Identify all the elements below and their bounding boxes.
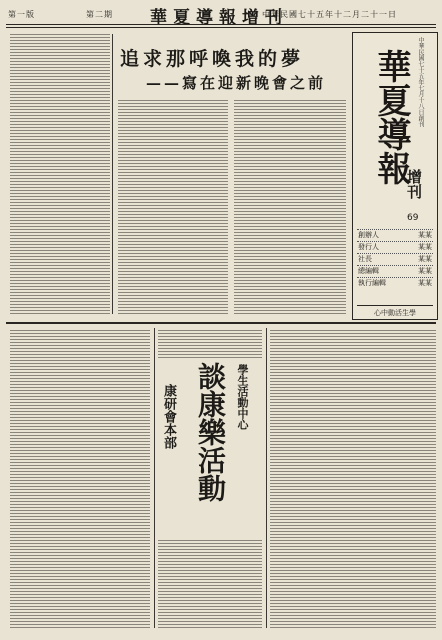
article-title: 談康樂活動: [194, 362, 227, 502]
article-body-text-top: [158, 328, 262, 358]
column-rule: [266, 328, 267, 628]
header-rule-double: [6, 27, 436, 28]
staff-list: [357, 229, 433, 289]
article-body-text-right: [270, 328, 436, 628]
staff-row: [357, 241, 433, 253]
feature-subhead: ——寫在迎新晚會之前: [146, 74, 327, 92]
staff-role: 發行人: [358, 243, 379, 251]
publisher-note: 中華民國七十五年七月十八日創刊: [417, 37, 424, 127]
staff-row: [357, 253, 433, 265]
column-rule: [154, 328, 155, 628]
article-body-text-left: [10, 328, 150, 628]
staff-row: [357, 229, 433, 241]
edition-label: 第一版: [8, 10, 35, 19]
article-body-text-bottom: [158, 540, 262, 628]
page-header: [0, 0, 442, 26]
staff-name: 某某: [418, 279, 432, 287]
staff-role: 執行編輯: [358, 279, 386, 287]
feature-body-text-mid: [118, 100, 228, 314]
feature-body-text-right: [234, 100, 346, 314]
staff-name: 某某: [418, 255, 432, 263]
staff-name: 某某: [418, 243, 432, 251]
staff-name: 某某: [418, 267, 432, 275]
article-byline: 康研會本部: [161, 384, 176, 449]
masthead: [352, 32, 438, 320]
feature-headline: 追求那呼喚我的夢: [120, 48, 305, 70]
staff-row: [357, 265, 433, 277]
staff-name: 某某: [418, 231, 432, 239]
staff-role: 創辦人: [358, 231, 379, 239]
paper-title: 華夏導報增刊: [150, 8, 288, 28]
staff-role: 總編輯: [358, 267, 379, 275]
issue-label: 第二期: [86, 10, 113, 19]
date-line: 中華民國七十五年十二月二十一日: [262, 10, 397, 19]
staff-role: 社長: [358, 255, 372, 263]
masthead-footer: 心中動活生學: [357, 305, 433, 318]
feature-body-text-left: [10, 34, 110, 314]
column-rule: [112, 34, 113, 314]
staff-row: [357, 277, 433, 289]
header-rule: [6, 24, 436, 25]
masthead-number: 69: [407, 213, 419, 223]
section-separator: [6, 322, 436, 324]
masthead-supplement: 增刊: [405, 169, 423, 199]
article-section: 學生活動中心: [236, 364, 249, 430]
masthead-title: 華夏導報: [371, 49, 411, 185]
